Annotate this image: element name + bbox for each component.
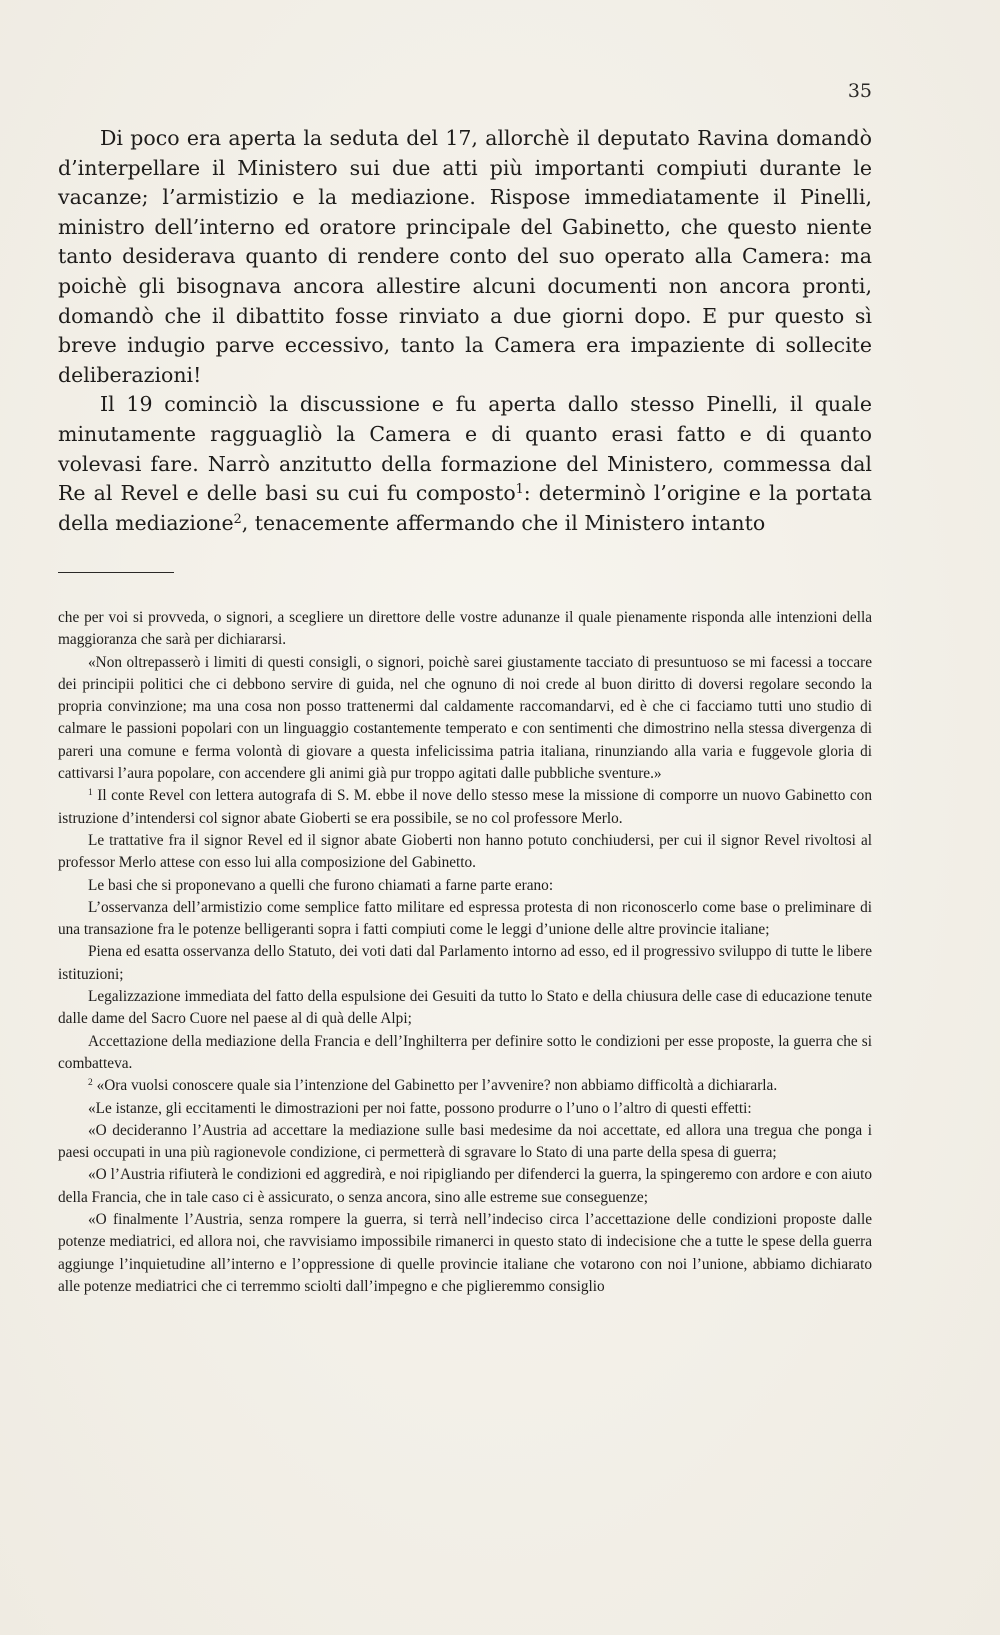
footnote-paragraph: Legalizzazione immediata del fatto della espulsione dei Gesuiti da tutto lo Stato e della chiusura delle case di educazione tenute dalle dame del Sacro Cuore nel paese al di quà delle Alpi; (58, 988, 872, 1028)
footnote-2 (58, 1075, 872, 1097)
footnote-paragraph: Le trattative fra il signor Revel ed il signor abate Gioberti non hanno potuto conchiudersi, per cui il signor Revel rivoltosi al professor Merlo attese con esso lui alla composizione del Gabinetto. (58, 831, 872, 872)
paragraph-text: , tenacemente affermando che il Ministero intanto (241, 510, 766, 535)
footnote-ref: 2 (233, 510, 242, 526)
footnote-marker: 2 (88, 1078, 93, 1089)
footnote-text: Il conte Revel con lettera autografa di S. M. ebbe il nove dello stesso mese la missione di comporre un nuovo Gabinetto con istruzione d’intendersi col signor abate Gioberti se era possibile, se no col professore Merlo. (58, 787, 872, 827)
footnote-continuation: «Non oltrepasserò i limiti di questi consigli, o signori, poichè sarei giustamente tacciato di presuntuoso se mi facessi a toccare dei principii politici che ci debbono servire di guida, nel che ognuno di noi crede al buon diritto di doversi regolare secondo la propria convinzione; ma una cosa non posso trattenermi dal caldamente raccomandarvi, ed è che ci facciamo tutti uno studio di calmare le passioni popolari con un linguaggio costantemente temperato e con sentimenti che dimostrino nella stessa divergenza di pareri una comune e ferma volontà di giovare a questa infelicissima patria italiana, rinunziando alla varia e fuggevole gloria di cattivarsi l’aura popolare, con accendere gli animi già pur troppo agitati dalle pubbliche sventure.» (58, 653, 872, 783)
main-text (58, 124, 872, 538)
footnote-1 (58, 785, 872, 830)
footnotes (58, 607, 872, 1298)
main-paragraph (58, 390, 872, 538)
footnote-paragraph: «Le istanze, gli eccitamenti le dimostrazioni per noi fatte, possono produrre o l’uno o l’altro di questi effetti: (88, 1099, 752, 1117)
footnote-paragraph: «O decideranno l’Austria ad accettare la mediazione sulle basi medesime da noi accettate, ed allora una tregua che ponga i paesi occupati in una più ragionevole condizione, ci permetterà di sgravare lo Stato di una parte della spesa di guerra; (58, 1121, 872, 1162)
footnote-paragraph: «O finalmente l’Austria, senza rompere la guerra, si terrà nell’indeciso circa l’accettazione delle condizioni proposte dalle potenze mediatrici, ed allora noi, che ravvisiamo impossibile rimanerci in questo stato di indecisione che a tutte le spese della guerra aggiunge l’inquietudine all’interno e l’oppressione di quelle provincie italiane che votarono con noi l’unione, abbiamo dichiarato alle potenze mediatrici che ci terremmo sciolti dall’impegno e che piglieremmo consiglio (58, 1211, 872, 1295)
footnote-paragraph: L’osservanza dell’armistizio come semplice fatto militare ed espressa protesta di non riconoscerlo come base o preliminare di una transazione fra le potenze belligeranti sopra i fatti compiuti come le leggi d’unione delle altre provincie italiane; (58, 898, 872, 939)
footnote-paragraph: Piena ed esatta osservanza dello Statuto, dei voti dati dal Parlamento intorno ad esso, ed il progressivo sviluppo di tutte le libere istituzioni; (58, 943, 872, 983)
footnote-text: «Ora vuolsi conoscere quale sia l’intenzione del Gabinetto per l’avvenire? non abbiamo difficoltà a dichiararla. (96, 1077, 778, 1095)
paragraph-text: : determinò l’origine e la portata della mediazione (58, 481, 872, 535)
footnote-marker: 1 (88, 788, 93, 799)
footnote-ref: 1 (515, 481, 524, 497)
page-number: 35 (847, 80, 872, 102)
footnote-continuation: che per voi si provveda, o signori, a scegliere un direttore delle vostre adunanze il quale pienamente risponda alle intenzioni della maggioranza che sarà per dichiararsi. (58, 609, 872, 649)
footnote-paragraph: Le basi che si proponevano a quelli che furono chiamati a farne parte erano: (88, 876, 554, 894)
footnote-paragraph: Accettazione della mediazione della Francia e dell’Inghilterra per definire sotto le condizioni per esse proposte, la guerra che si combatteva. (58, 1032, 872, 1072)
footnote-separator (58, 572, 174, 573)
paragraph-text: Il 19 cominciò la discussione e fu aperta dallo stesso Pinelli, il quale minutamente ragguagliò la Camera e di quanto erasi fatto e di quanto volevasi fare. Narrò anzitutto della formazione del Ministero, commessa dal Re al Revel e delle basi su cui fu composto (58, 392, 872, 506)
footnote-paragraph: «O l’Austria rifiuterà le condizioni ed aggredirà, e noi ripigliando per difenderci la guerra, la spingeremo con ardore e con aiuto della Francia, che in tale caso ci è assicurato, o senza ancora, sino alle estreme sue conseguenze; (58, 1166, 872, 1206)
main-paragraph: Di poco era aperta la seduta del 17, allorchè il deputato Ravina domandò d’interpellare il Ministero sui due atti più importanti compiuti durante le vacanze; l’armistizio e la mediazione. Rispose immediatamente il Pinelli, ministro dell’interno ed oratore principale del Gabinetto, che questo niente tanto desiderava quanto di rendere conto del suo operato alla Camera: ma poichè gli bisognava ancora allestire alcuni documenti non ancora pronti, domandò che il dibattito fosse rinviato a due giorni dopo. E pur questo sì breve indugio parve eccessivo, tanto la Camera era impaziente di sollecite deliberazioni! (58, 126, 872, 387)
